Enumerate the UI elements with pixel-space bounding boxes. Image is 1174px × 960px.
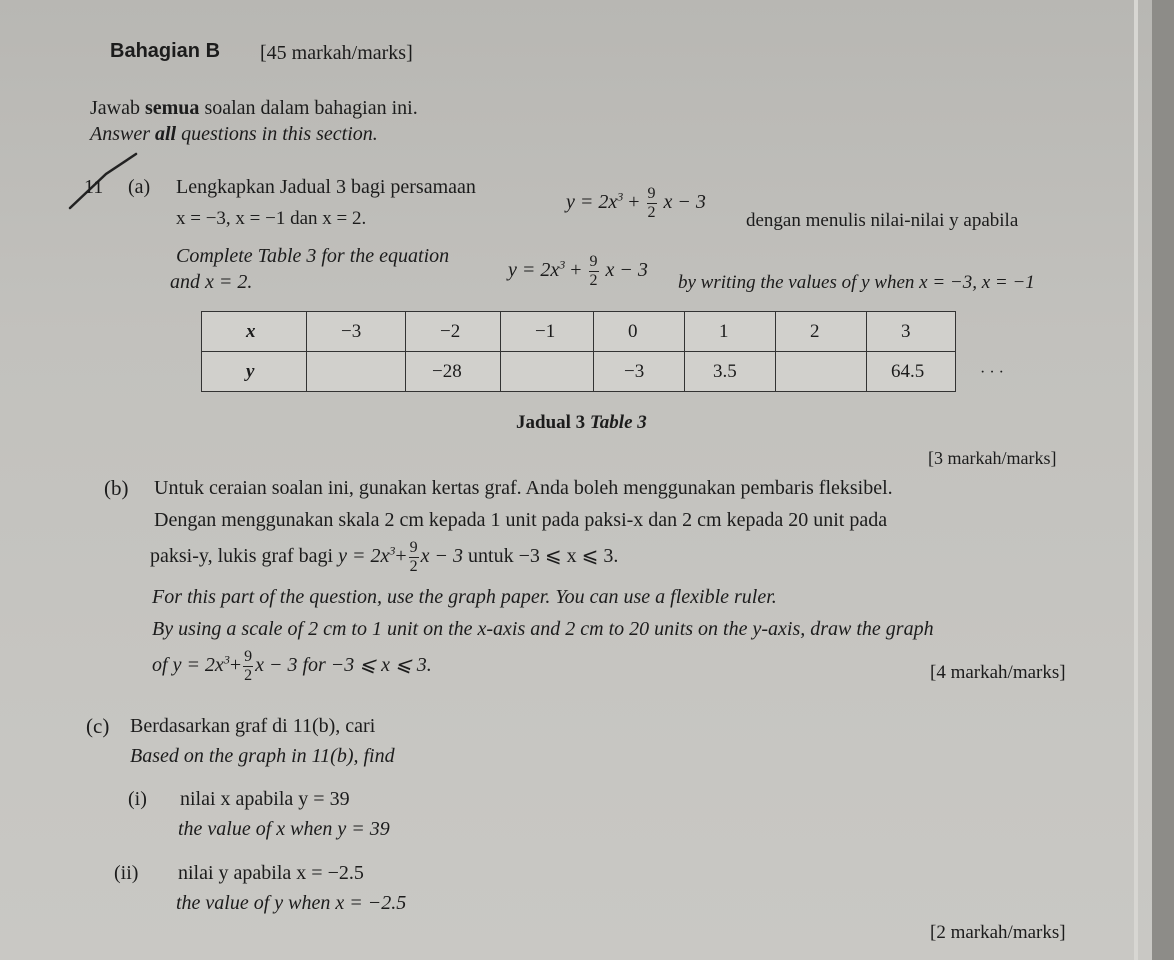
table-cell-y: 64.5	[867, 352, 956, 392]
table-cell-y: 3.5	[685, 352, 776, 392]
eq-lhs: y = 2x	[508, 259, 560, 282]
equation-a-english	[508, 254, 648, 289]
part-b-malay-line3	[150, 540, 618, 575]
part-a-malay-line2: x = −3, x = −1 dan x = 2.	[176, 208, 367, 229]
part-b-marks: [4 markah/marks]	[930, 662, 1066, 683]
table-row-y	[202, 352, 956, 392]
eq-frac-den: 2	[647, 204, 656, 221]
eq-fraction	[589, 254, 599, 289]
part-b-ms-prefix: paksi-y, lukis graf bagi	[150, 545, 334, 568]
table-cell-x: −3	[307, 312, 406, 352]
table-cell-x: 2	[776, 312, 867, 352]
part-a-english-cont: by writing the values of y when x = −3, x = −1	[678, 272, 1035, 293]
part-a-label: (a)	[128, 176, 151, 198]
instruction-ms-prefix: Jawab	[90, 97, 140, 119]
equation-b-malay: $y = 2x^3+$ $\frac{9}{2}$ x − 3	[338, 539, 464, 575]
table-cell-x: 0	[594, 312, 685, 352]
part-b-english-line2: By using a scale of 2 cm to 1 unit on the x-axis and 2 cm to 20 units on the y-axis, draw the graph	[152, 618, 934, 640]
table-cell-y: −28	[406, 352, 501, 392]
part-a-marks: [3 markah/marks]	[928, 448, 1057, 468]
table-cell-x: 3	[867, 312, 956, 352]
eq-frac-num: 9	[647, 185, 656, 202]
equation-b-english: $y = 2x^3+$ $\frac{9}{2}$ x − 3	[172, 648, 298, 684]
table-cell-y: −3	[594, 352, 685, 392]
table-caption	[516, 412, 647, 434]
part-b-en-suffix: for −3 ⩽ x ⩽ 3.	[302, 654, 432, 677]
part-b-label: (b)	[104, 476, 129, 500]
eq-lhs: y = 2x	[566, 191, 618, 214]
eq-tail: x − 3	[663, 191, 706, 214]
part-c-i-malay: nilai x apabila y = 39	[180, 788, 350, 810]
table-cell-x: −1	[501, 312, 594, 352]
ellipsis-dots: · · ·	[980, 364, 1004, 381]
question-number: 11	[84, 176, 104, 198]
page-edge-shadow	[1152, 0, 1174, 960]
table-cell-x: −2	[406, 312, 501, 352]
section-title: Bahagian B	[110, 40, 221, 62]
part-a-malay-cont: dengan menulis nilai-nilai y apabila	[746, 210, 1019, 231]
part-c-i-label: (i)	[128, 788, 147, 810]
part-c-marks: [2 markah/marks]	[930, 922, 1066, 943]
part-a-english-line2: and x = 2.	[170, 271, 253, 293]
part-c-label: (c)	[86, 714, 110, 738]
eq-tail: x − 3	[605, 259, 648, 282]
part-c-english-text: Based on the graph in 11(b), find	[130, 745, 395, 767]
section-marks: [45 markah/marks]	[260, 42, 413, 64]
part-b-malay-line2: Dengan menggunakan skala 2 cm kepada 1 unit pada paksi-x dan 2 cm kepada 20 unit pada	[154, 509, 888, 531]
eq-plus: +	[628, 191, 640, 214]
table-caption-malay: Jadual 3	[516, 412, 586, 433]
table-cell-y	[776, 352, 867, 392]
eq-frac-den: 2	[589, 272, 598, 289]
part-b-ms-suffix: untuk −3 ⩽ x ⩽ 3.	[468, 545, 619, 568]
eq-fraction	[647, 186, 657, 221]
table-header-y: y	[202, 352, 307, 392]
eq-frac-num: 9	[589, 253, 598, 270]
instruction-en-suffix: questions in this section.	[181, 123, 378, 145]
table-row-x	[202, 312, 956, 352]
instruction-en-bold: all	[155, 123, 177, 145]
eq-exponent: 3	[617, 189, 624, 204]
instruction-ms-bold: semua	[144, 97, 200, 119]
part-b-english-line3	[152, 649, 432, 684]
table-cell-y	[501, 352, 594, 392]
instruction-malay	[90, 97, 418, 120]
table-caption-english: Table 3	[589, 412, 647, 433]
part-a-malay-text: Lengkapkan Jadual 3 bagi persamaan	[176, 176, 476, 198]
instruction-en-prefix: Answer	[90, 123, 150, 145]
table-cell-x: 1	[685, 312, 776, 352]
instruction-english	[90, 123, 378, 146]
page-edge-highlight	[1134, 0, 1138, 960]
part-a-english-text: Complete Table 3 for the equation	[176, 245, 450, 267]
part-c-ii-label: (ii)	[114, 862, 139, 884]
instruction-ms-suffix: soalan dalam bahagian ini.	[204, 97, 418, 119]
table-3	[201, 311, 956, 392]
part-b-malay-line1: Untuk ceraian soalan ini, gunakan kertas graf. Anda boleh menggunakan pembaris fleksibel.	[154, 477, 893, 499]
table-header-x: x	[202, 312, 307, 352]
table-cell-y	[307, 352, 406, 392]
part-c-ii-english: the value of y when x = −2.5	[176, 892, 407, 914]
part-c-malay-text: Berdasarkan graf di 11(b), cari	[130, 715, 376, 737]
part-c-i-english: the value of x when y = 39	[178, 818, 390, 840]
eq-plus: +	[570, 259, 582, 282]
part-c-ii-malay: nilai y apabila x = −2.5	[178, 862, 364, 884]
eq-exponent: 3	[559, 257, 566, 272]
part-b-english-line1: For this part of the question, use the graph paper. You can use a flexible ruler.	[152, 586, 777, 608]
equation-a-malay	[566, 186, 706, 221]
part-b-en-prefix: of	[152, 654, 168, 677]
